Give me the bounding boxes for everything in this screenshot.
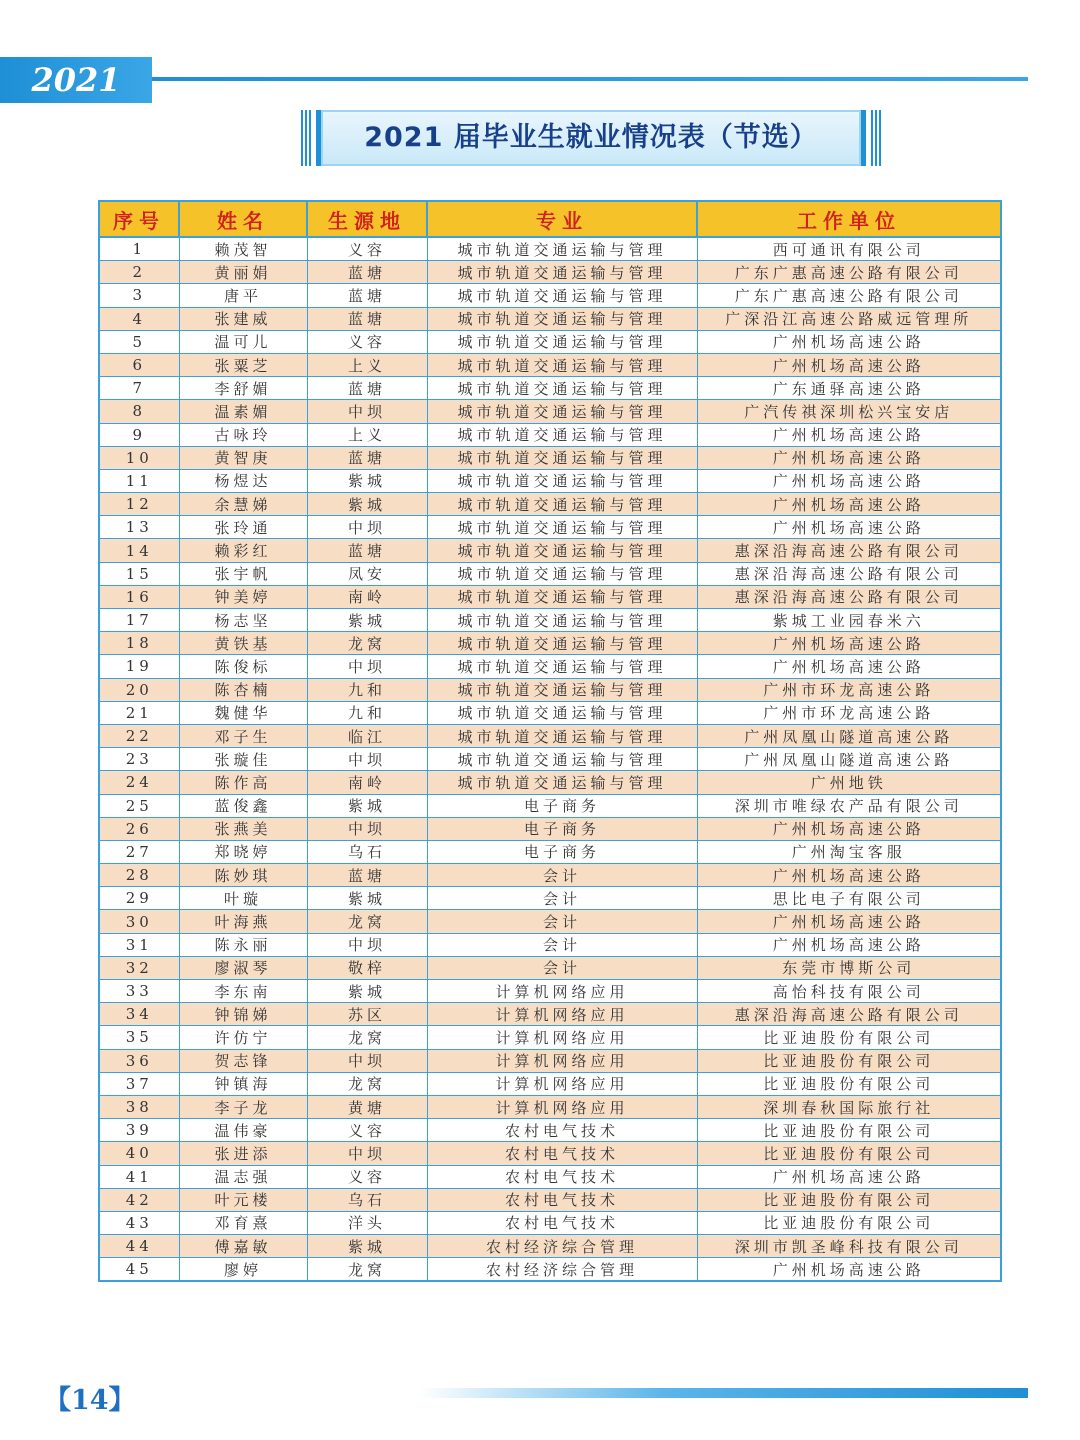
table-row (99, 1026, 1001, 1049)
cell-name: 邓子生 (179, 724, 307, 747)
cell-index: 36 (99, 1049, 179, 1072)
table-row (99, 724, 1001, 747)
cell-employer: 广州机场高速公路 (697, 1165, 1001, 1188)
col-header-employer: 工作单位 (697, 201, 1001, 237)
cell-employer: 广州机场高速公路 (697, 446, 1001, 469)
cell-index: 41 (99, 1165, 179, 1188)
cell-name: 李子龙 (179, 1095, 307, 1118)
cell-major: 农村经济综合管理 (427, 1235, 697, 1258)
cell-major: 城市轨道交通运输与管理 (427, 516, 697, 539)
cell-major: 会计 (427, 887, 697, 910)
cell-index: 45 (99, 1258, 179, 1282)
cell-name: 许仿宁 (179, 1026, 307, 1049)
cell-employer: 深圳市凯圣峰科技有限公司 (697, 1235, 1001, 1258)
cell-major: 城市轨道交通运输与管理 (427, 678, 697, 701)
cell-origin: 中坝 (307, 1142, 427, 1165)
cell-major: 计算机网络应用 (427, 1095, 697, 1118)
cell-employer: 深圳春秋国际旅行社 (697, 1095, 1001, 1118)
table-row (99, 1211, 1001, 1234)
cell-name: 傅嘉敏 (179, 1235, 307, 1258)
cell-origin: 南岭 (307, 771, 427, 794)
cell-index: 13 (99, 516, 179, 539)
cell-name: 黄铁基 (179, 632, 307, 655)
cell-major: 城市轨道交通运输与管理 (427, 701, 697, 724)
cell-name: 郑晓婷 (179, 840, 307, 863)
cell-origin: 紫城 (307, 609, 427, 632)
cell-employer: 惠深沿海高速公路有限公司 (697, 585, 1001, 608)
cell-employer: 广州机场高速公路 (697, 353, 1001, 376)
col-header-name: 姓名 (179, 201, 307, 237)
table-header (99, 201, 1001, 237)
table-row (99, 261, 1001, 284)
cell-employer: 广州机场高速公路 (697, 817, 1001, 840)
table-row (99, 678, 1001, 701)
cell-origin: 蓝塘 (307, 539, 427, 562)
cell-employer: 广州机场高速公路 (697, 933, 1001, 956)
cell-origin: 九和 (307, 701, 427, 724)
cell-origin: 蓝塘 (307, 261, 427, 284)
cell-origin: 敬梓 (307, 956, 427, 979)
cell-major: 农村电气技术 (427, 1211, 697, 1234)
cell-name: 余慧娣 (179, 493, 307, 516)
cell-major: 计算机网络应用 (427, 1026, 697, 1049)
cell-name: 杨煜达 (179, 469, 307, 492)
table-row (99, 353, 1001, 376)
cell-major: 计算机网络应用 (427, 980, 697, 1003)
cell-major: 会计 (427, 910, 697, 933)
cell-name: 李东南 (179, 980, 307, 1003)
table-row (99, 887, 1001, 910)
table-row (99, 1258, 1001, 1282)
cell-origin: 义容 (307, 1119, 427, 1142)
cell-name: 黄智庚 (179, 446, 307, 469)
cell-employer: 紫城工业园春米六 (697, 609, 1001, 632)
cell-name: 陈俊标 (179, 655, 307, 678)
cell-name: 张璇佳 (179, 748, 307, 771)
table-row (99, 748, 1001, 771)
cell-employer: 广州地铁 (697, 771, 1001, 794)
table-row (99, 632, 1001, 655)
cell-name: 陈妙琪 (179, 864, 307, 887)
cell-index: 33 (99, 980, 179, 1003)
cell-origin: 蓝塘 (307, 446, 427, 469)
table-row (99, 794, 1001, 817)
cell-employer: 比亚迪股份有限公司 (697, 1142, 1001, 1165)
cell-index: 26 (99, 817, 179, 840)
cell-major: 城市轨道交通运输与管理 (427, 562, 697, 585)
cell-major: 电子商务 (427, 817, 697, 840)
col-header-origin: 生源地 (307, 201, 427, 237)
cell-employer: 东莞市博斯公司 (697, 956, 1001, 979)
cell-employer: 比亚迪股份有限公司 (697, 1049, 1001, 1072)
table-row (99, 840, 1001, 863)
cell-employer: 西可通讯有限公司 (697, 237, 1001, 261)
cell-employer: 广深沿江高速公路威远管理所 (697, 307, 1001, 330)
cell-employer: 广州机场高速公路 (697, 910, 1001, 933)
cell-name: 廖婷 (179, 1258, 307, 1282)
table-row (99, 307, 1001, 330)
cell-name: 黄丽娟 (179, 261, 307, 284)
cell-name: 温伟豪 (179, 1119, 307, 1142)
table-row (99, 1142, 1001, 1165)
cell-name: 张建威 (179, 307, 307, 330)
year-tab (0, 57, 152, 103)
cell-index: 31 (99, 933, 179, 956)
cell-major: 农村电气技术 (427, 1165, 697, 1188)
cell-origin: 义容 (307, 1165, 427, 1188)
cell-origin: 龙窝 (307, 910, 427, 933)
cell-major: 会计 (427, 864, 697, 887)
cell-name: 陈永丽 (179, 933, 307, 956)
cell-origin: 中坝 (307, 748, 427, 771)
cell-origin: 中坝 (307, 516, 427, 539)
table-row (99, 1119, 1001, 1142)
cell-origin: 中坝 (307, 933, 427, 956)
cell-employer: 惠深沿海高速公路有限公司 (697, 539, 1001, 562)
cell-index: 32 (99, 956, 179, 979)
cell-name: 张粟芝 (179, 353, 307, 376)
cell-name: 温可儿 (179, 330, 307, 353)
cell-major: 城市轨道交通运输与管理 (427, 469, 697, 492)
cell-index: 34 (99, 1003, 179, 1026)
cell-major: 城市轨道交通运输与管理 (427, 423, 697, 446)
cell-index: 15 (99, 562, 179, 585)
table-row (99, 516, 1001, 539)
cell-employer: 广州机场高速公路 (697, 864, 1001, 887)
table-row (99, 1235, 1001, 1258)
cell-major: 城市轨道交通运输与管理 (427, 493, 697, 516)
cell-employer: 广州机场高速公路 (697, 469, 1001, 492)
cell-origin: 九和 (307, 678, 427, 701)
cell-index: 40 (99, 1142, 179, 1165)
cell-index: 39 (99, 1119, 179, 1142)
cell-employer: 比亚迪股份有限公司 (697, 1072, 1001, 1095)
cell-name: 叶元楼 (179, 1188, 307, 1211)
cell-major: 城市轨道交通运输与管理 (427, 655, 697, 678)
table-row (99, 956, 1001, 979)
cell-index: 22 (99, 724, 179, 747)
cell-origin: 上义 (307, 353, 427, 376)
cell-major: 城市轨道交通运输与管理 (427, 284, 697, 307)
cell-name: 钟锦娣 (179, 1003, 307, 1026)
cell-origin: 蓝塘 (307, 864, 427, 887)
cell-origin: 洋头 (307, 1211, 427, 1234)
cell-origin: 蓝塘 (307, 307, 427, 330)
cell-index: 10 (99, 446, 179, 469)
cell-employer: 惠深沿海高速公路有限公司 (697, 562, 1001, 585)
cell-major: 城市轨道交通运输与管理 (427, 446, 697, 469)
cell-origin: 中坝 (307, 400, 427, 423)
table-row (99, 562, 1001, 585)
cell-employer: 广州淘宝客服 (697, 840, 1001, 863)
table-row (99, 400, 1001, 423)
cell-origin: 上义 (307, 423, 427, 446)
table-row (99, 377, 1001, 400)
cell-index: 11 (99, 469, 179, 492)
cell-index: 42 (99, 1188, 179, 1211)
cell-major: 城市轨道交通运输与管理 (427, 400, 697, 423)
cell-index: 27 (99, 840, 179, 863)
cell-major: 城市轨道交通运输与管理 (427, 237, 697, 261)
cell-index: 28 (99, 864, 179, 887)
cell-major: 城市轨道交通运输与管理 (427, 353, 697, 376)
cell-index: 18 (99, 632, 179, 655)
cell-index: 23 (99, 748, 179, 771)
cell-index: 12 (99, 493, 179, 516)
cell-origin: 中坝 (307, 655, 427, 678)
cell-major: 电子商务 (427, 840, 697, 863)
cell-name: 钟镇海 (179, 1072, 307, 1095)
cell-major: 城市轨道交通运输与管理 (427, 330, 697, 353)
cell-major: 计算机网络应用 (427, 1049, 697, 1072)
cell-index: 14 (99, 539, 179, 562)
cell-employer: 广州市环龙高速公路 (697, 678, 1001, 701)
cell-major: 城市轨道交通运输与管理 (427, 377, 697, 400)
table-row (99, 817, 1001, 840)
cell-index: 6 (99, 353, 179, 376)
cell-origin: 紫城 (307, 887, 427, 910)
cell-index: 38 (99, 1095, 179, 1118)
cell-employer: 比亚迪股份有限公司 (697, 1119, 1001, 1142)
cell-employer: 比亚迪股份有限公司 (697, 1211, 1001, 1234)
cell-index: 3 (99, 284, 179, 307)
year-label: 2021 (31, 61, 121, 99)
table-row (99, 609, 1001, 632)
cell-origin: 龙窝 (307, 1026, 427, 1049)
table-row (99, 771, 1001, 794)
cell-index: 37 (99, 1072, 179, 1095)
cell-index: 8 (99, 400, 179, 423)
cell-name: 魏健华 (179, 701, 307, 724)
cell-index: 35 (99, 1026, 179, 1049)
table-row (99, 493, 1001, 516)
cell-name: 张玲通 (179, 516, 307, 539)
table-row (99, 585, 1001, 608)
page-title: 2021 届毕业生就业情况表（节选） (364, 122, 818, 153)
table-row (99, 284, 1001, 307)
cell-origin: 紫城 (307, 980, 427, 1003)
cell-major: 计算机网络应用 (427, 1072, 697, 1095)
cell-index: 5 (99, 330, 179, 353)
cell-name: 邓育熹 (179, 1211, 307, 1234)
table-row (99, 1049, 1001, 1072)
cell-major: 城市轨道交通运输与管理 (427, 632, 697, 655)
cell-employer: 比亚迪股份有限公司 (697, 1026, 1001, 1049)
cell-name: 叶璇 (179, 887, 307, 910)
cell-origin: 凤安 (307, 562, 427, 585)
cell-origin: 临江 (307, 724, 427, 747)
table-row (99, 701, 1001, 724)
cell-major: 农村经济综合管理 (427, 1258, 697, 1282)
cell-name: 赖茂智 (179, 237, 307, 261)
cell-major: 电子商务 (427, 794, 697, 817)
cell-name: 杨志坚 (179, 609, 307, 632)
cell-origin: 乌石 (307, 840, 427, 863)
cell-name: 赖彩红 (179, 539, 307, 562)
table-row (99, 1095, 1001, 1118)
cell-origin: 紫城 (307, 794, 427, 817)
table-row (99, 1188, 1001, 1211)
cell-origin: 紫城 (307, 493, 427, 516)
cell-index: 17 (99, 609, 179, 632)
cell-index: 16 (99, 585, 179, 608)
cell-major: 城市轨道交通运输与管理 (427, 771, 697, 794)
cell-employer: 深圳市唯绿农产品有限公司 (697, 794, 1001, 817)
cell-employer: 广州机场高速公路 (697, 493, 1001, 516)
employment-table-container (98, 200, 1000, 1282)
cell-index: 21 (99, 701, 179, 724)
cell-origin: 龙窝 (307, 1258, 427, 1282)
cell-index: 20 (99, 678, 179, 701)
cell-index: 1 (99, 237, 179, 261)
cell-employer: 广东广惠高速公路有限公司 (697, 261, 1001, 284)
table-row (99, 980, 1001, 1003)
cell-name: 蓝俊鑫 (179, 794, 307, 817)
cell-origin: 紫城 (307, 1235, 427, 1258)
cell-index: 19 (99, 655, 179, 678)
table-row (99, 933, 1001, 956)
table-row (99, 539, 1001, 562)
cell-employer: 比亚迪股份有限公司 (697, 1188, 1001, 1211)
header-rule (152, 77, 1028, 81)
banner-stripe-left (301, 110, 311, 166)
page-number: 【14】 (44, 1385, 136, 1416)
cell-employer: 高怡科技有限公司 (697, 980, 1001, 1003)
cell-employer: 广州机场高速公路 (697, 632, 1001, 655)
table-row (99, 446, 1001, 469)
table-row (99, 469, 1001, 492)
cell-name: 张燕美 (179, 817, 307, 840)
table-row (99, 1165, 1001, 1188)
cell-origin: 义容 (307, 237, 427, 261)
cell-origin: 黄塘 (307, 1095, 427, 1118)
cell-index: 2 (99, 261, 179, 284)
cell-origin: 中坝 (307, 817, 427, 840)
header-row (99, 201, 1001, 237)
cell-major: 城市轨道交通运输与管理 (427, 585, 697, 608)
cell-major: 农村电气技术 (427, 1119, 697, 1142)
cell-index: 9 (99, 423, 179, 446)
cell-employer: 广州市环龙高速公路 (697, 701, 1001, 724)
cell-major: 计算机网络应用 (427, 1003, 697, 1026)
cell-name: 陈杏楠 (179, 678, 307, 701)
cell-origin: 龙窝 (307, 1072, 427, 1095)
cell-employer: 广汽传祺深圳松兴宝安店 (697, 400, 1001, 423)
cell-name: 唐平 (179, 284, 307, 307)
cell-employer: 广州凤凰山隧道高速公路 (697, 724, 1001, 747)
cell-major: 城市轨道交通运输与管理 (427, 261, 697, 284)
table-row (99, 330, 1001, 353)
cell-origin: 义容 (307, 330, 427, 353)
cell-origin: 南岭 (307, 585, 427, 608)
table-row (99, 237, 1001, 261)
table-row (99, 423, 1001, 446)
employment-table (98, 200, 1002, 1282)
cell-employer: 思比电子有限公司 (697, 887, 1001, 910)
cell-origin: 中坝 (307, 1049, 427, 1072)
cell-employer: 广东广惠高速公路有限公司 (697, 284, 1001, 307)
cell-name: 古咏玲 (179, 423, 307, 446)
table-row (99, 655, 1001, 678)
col-header-index: 序号 (99, 201, 179, 237)
table-row (99, 864, 1001, 887)
cell-index: 30 (99, 910, 179, 933)
cell-major: 城市轨道交通运输与管理 (427, 307, 697, 330)
table-row (99, 910, 1001, 933)
cell-origin: 龙窝 (307, 632, 427, 655)
cell-employer: 广州机场高速公路 (697, 516, 1001, 539)
cell-major: 会计 (427, 956, 697, 979)
cell-name: 廖淑琴 (179, 956, 307, 979)
table-body (99, 237, 1001, 1281)
table-row (99, 1003, 1001, 1026)
cell-index: 24 (99, 771, 179, 794)
cell-name: 李舒媚 (179, 377, 307, 400)
cell-origin: 苏区 (307, 1003, 427, 1026)
cell-employer: 广东通驿高速公路 (697, 377, 1001, 400)
cell-employer: 惠深沿海高速公路有限公司 (697, 1003, 1001, 1026)
banner-stripe-right (871, 110, 881, 166)
cell-index: 29 (99, 887, 179, 910)
table-row (99, 1072, 1001, 1095)
cell-employer: 广州凤凰山隧道高速公路 (697, 748, 1001, 771)
cell-major: 城市轨道交通运输与管理 (427, 539, 697, 562)
cell-name: 叶海燕 (179, 910, 307, 933)
footer-rule (420, 1388, 1028, 1398)
cell-name: 温志强 (179, 1165, 307, 1188)
cell-origin: 蓝塘 (307, 284, 427, 307)
cell-name: 张宇帆 (179, 562, 307, 585)
cell-name: 贺志锋 (179, 1049, 307, 1072)
cell-index: 44 (99, 1235, 179, 1258)
cell-origin: 紫城 (307, 469, 427, 492)
cell-major: 农村电气技术 (427, 1142, 697, 1165)
cell-name: 张进添 (179, 1142, 307, 1165)
cell-name: 陈作高 (179, 771, 307, 794)
cell-index: 43 (99, 1211, 179, 1234)
cell-origin: 乌石 (307, 1188, 427, 1211)
cell-major: 农村电气技术 (427, 1188, 697, 1211)
cell-employer: 广州机场高速公路 (697, 330, 1001, 353)
cell-major: 城市轨道交通运输与管理 (427, 748, 697, 771)
col-header-major: 专业 (427, 201, 697, 237)
cell-major: 城市轨道交通运输与管理 (427, 724, 697, 747)
cell-name: 钟美婷 (179, 585, 307, 608)
cell-major: 城市轨道交通运输与管理 (427, 609, 697, 632)
cell-major: 会计 (427, 933, 697, 956)
cell-employer: 广州机场高速公路 (697, 1258, 1001, 1282)
cell-name: 温素媚 (179, 400, 307, 423)
cell-employer: 广州机场高速公路 (697, 655, 1001, 678)
cell-index: 25 (99, 794, 179, 817)
cell-employer: 广州机场高速公路 (697, 423, 1001, 446)
cell-origin: 蓝塘 (307, 377, 427, 400)
cell-index: 4 (99, 307, 179, 330)
cell-index: 7 (99, 377, 179, 400)
title-banner (316, 110, 866, 166)
